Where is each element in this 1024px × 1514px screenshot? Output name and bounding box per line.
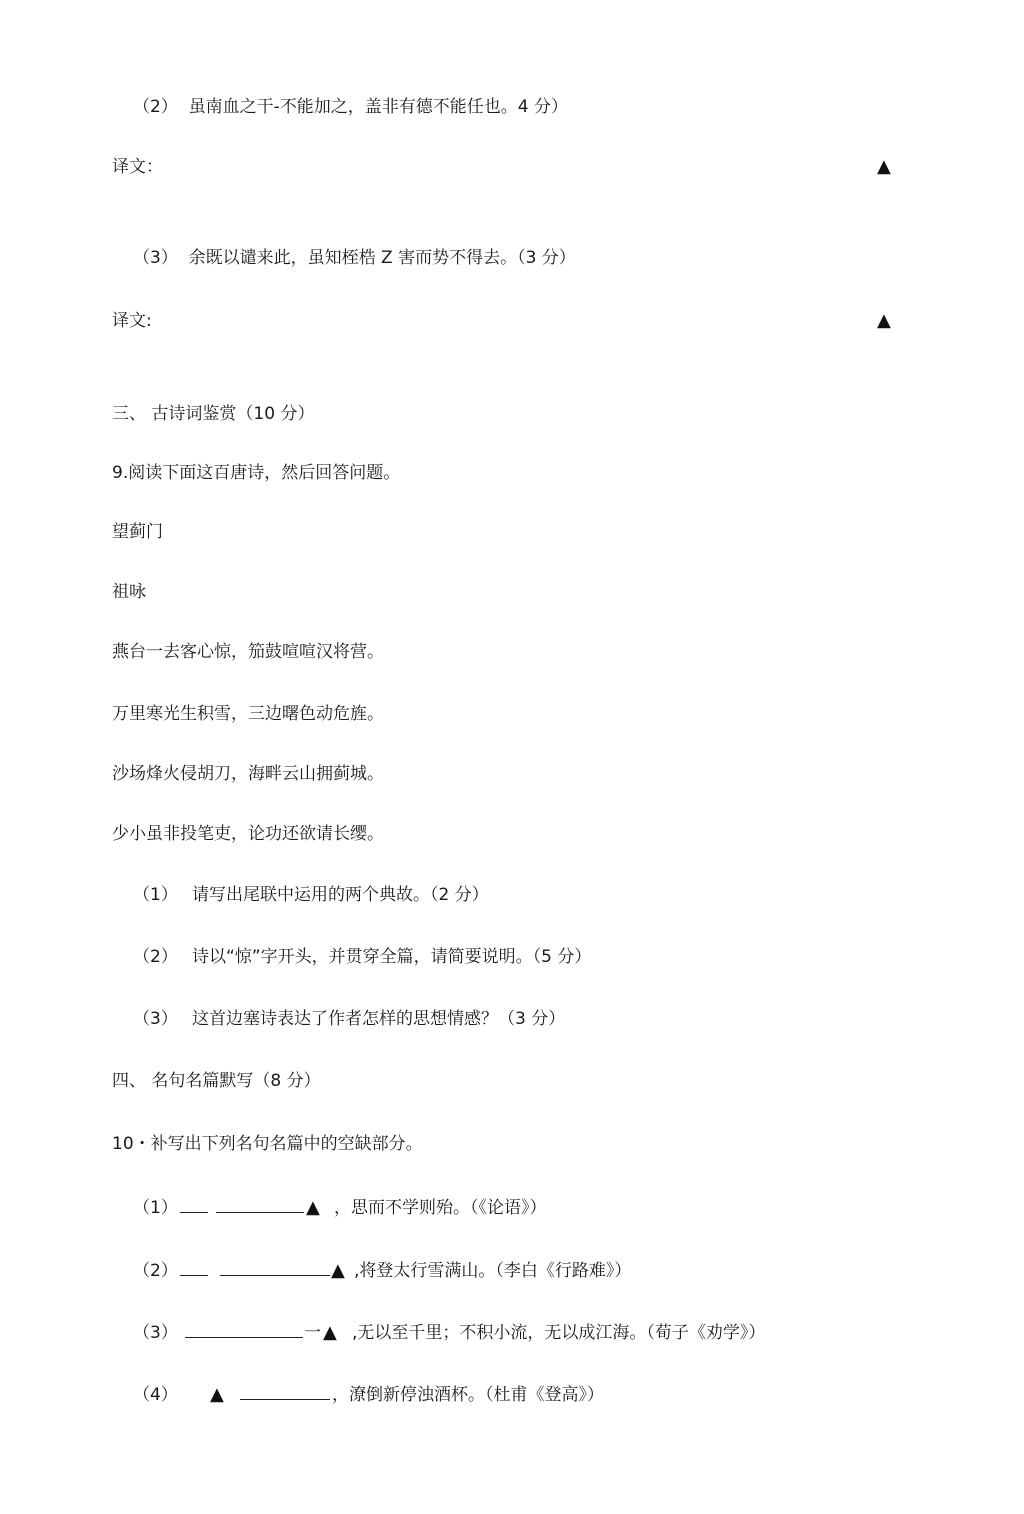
answer-placeholder-triangle: ▲	[306, 1197, 320, 1218]
poem-line: 少小虽非投笔吏，论功还欲请长缨。	[112, 824, 384, 844]
poem-title: 望蓟门	[112, 522, 163, 542]
question-9-sub-text: 请写出尾联中运用的两个典故。（2 分）	[192, 885, 489, 905]
question-9-sub-text: 这首边塞诗表达了作者怎样的思想情感？（3 分）	[192, 1009, 566, 1029]
poem-line: 万里寒光生积雪，三边曙色动危旌。	[112, 704, 384, 724]
answer-placeholder-triangle: ▲	[210, 1384, 224, 1405]
poem-line: 燕台一去客心惊，笳鼓喧喧汉将营。	[112, 642, 384, 662]
fill-item-text: ，潦倒新停浊酒杯。（杜甫《登高》）	[332, 1385, 604, 1405]
fill-blank-line[interactable]	[180, 1260, 330, 1282]
fill-item-text: ,无以至千里；不积小流，无以成江海。（荀子《劝学》）	[352, 1323, 766, 1343]
question-9-sub-number: （1）	[133, 885, 178, 905]
question-3-sentence: （3） 余既以谴来此，虽知桎梏 Z 害而势不得去。（3 分）	[133, 248, 576, 268]
fill-blank-line[interactable]	[180, 1197, 304, 1219]
question-9-prompt: 9.阅读下面这百唐诗，然后回答问题。	[112, 463, 401, 483]
fill-blank-line[interactable]	[185, 1322, 303, 1344]
fill-item-number: （4）	[133, 1385, 178, 1405]
answer-placeholder-triangle: ▲	[323, 1322, 337, 1343]
fill-item-number: （3）	[133, 1323, 178, 1343]
translation-label-2: 译文：	[112, 157, 163, 177]
fill-item-number: （1）	[133, 1198, 178, 1218]
fill-item-text: ，思而不学则殆。（《论语》）	[334, 1198, 547, 1218]
answer-placeholder-triangle: ▲	[877, 310, 891, 331]
section-4-heading: 四、 名句名篇默写（8 分）	[112, 1071, 321, 1091]
fill-item-number: （2）	[133, 1261, 178, 1281]
poem-line: 沙场烽火侵胡刀，海畔云山拥蓟城。	[112, 764, 384, 784]
fill-blank-line[interactable]	[240, 1384, 330, 1406]
question-9-sub-number: （2）	[133, 947, 178, 967]
fill-item-text: ,将登太行雪满山。（李白《行路难》）	[354, 1261, 632, 1281]
answer-placeholder-triangle: ▲	[331, 1260, 345, 1281]
translation-label-3: 译文:	[112, 311, 152, 331]
question-9-sub-number: （3）	[133, 1009, 178, 1029]
answer-placeholder-triangle: ▲	[877, 156, 891, 177]
fill-dash: 一	[304, 1323, 321, 1343]
section-3-heading: 三、 古诗词鉴赏（10 分）	[112, 404, 315, 424]
poem-author: 祖咏	[112, 582, 146, 602]
question-10-prompt: 10・补写出下列名句名篇中的空缺部分。	[112, 1134, 423, 1154]
question-9-sub-text: 诗以“惊”字开头，并贯穿全篇，请简要说明。（5 分）	[192, 947, 592, 967]
question-2-sentence: （2） 虽南血之干-不能加之，盖非有德不能任也。4 分）	[133, 97, 568, 117]
